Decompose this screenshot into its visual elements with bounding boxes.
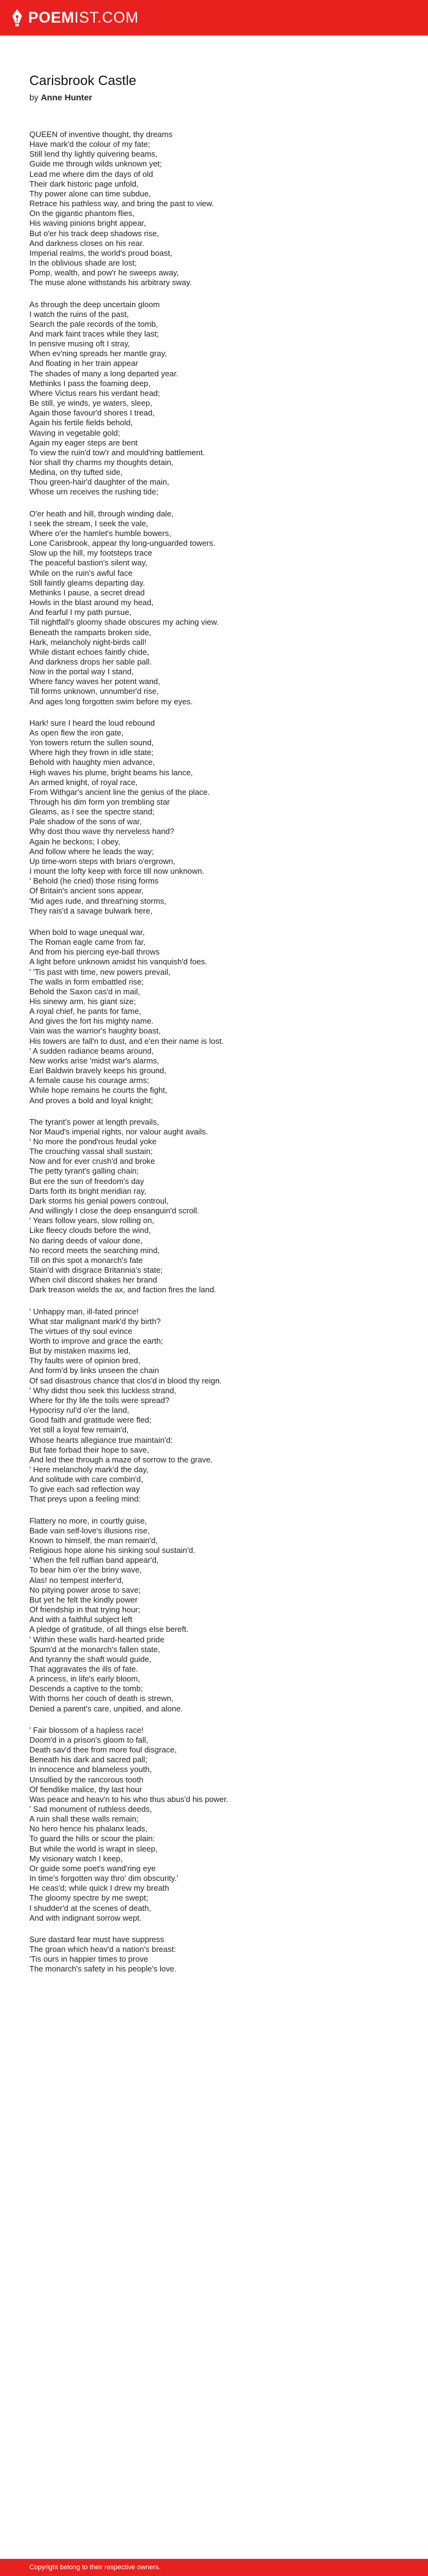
poem-line: To view the ruin'd tow'r and mould'ring battlement.: [29, 447, 205, 457]
poem-line: The walls in form embattled rise;: [29, 977, 144, 986]
poem-line: Till on this spot a monarch's fate: [29, 1255, 143, 1265]
poem-line: ' 'Tis past with time, new powers prevail,: [29, 967, 171, 977]
poem-line: High waves his plume, bright beams his lance,: [29, 767, 193, 777]
poem-line: The muse alone withstands his arbitrary sway.: [29, 278, 192, 288]
poem-line: Known to himself, the man remain'd,: [29, 1535, 158, 1545]
poem-line: The tyrant's power at length prevails,: [29, 1117, 160, 1126]
poem-line: The virtues of thy soul evince: [29, 1326, 133, 1336]
poem-stanza: [29, 718, 408, 916]
poem-line: Where for thy life the toils were spread?: [29, 1395, 170, 1405]
author-name[interactable]: Anne Hunter: [40, 92, 92, 102]
poem-line: Beneath his dark and sacred pall;: [29, 1755, 147, 1765]
poem-line: ' A sudden radiance beams around,: [29, 1046, 154, 1055]
poem-line: Flattery no more, in courtly guise,: [29, 1516, 147, 1525]
poem-line: 'Tis ours in happier times to prove: [29, 1954, 149, 1964]
poem-title: Carisbrook Castle: [29, 73, 136, 88]
poem-line: O'er heath and hill, through winding dale,: [29, 508, 174, 518]
poem-line: I mount the lofty keep with force till now unknown.: [29, 866, 205, 876]
poem-line: In time's forgotten way thro' dim obscurity.': [29, 1874, 179, 1883]
poem-line: And with a faithful subject left: [29, 1615, 133, 1625]
poem-line: Whose urn receives the rushing tide;: [29, 487, 158, 497]
poem-line: When civil discord shakes her brand: [29, 1275, 157, 1285]
poem-line: But ere the sun of freedom's day: [29, 1176, 144, 1186]
poem-line: Religious hope alone his sinking soul sustain'd.: [29, 1546, 196, 1555]
poem-line: In innocence and blameless youth,: [29, 1765, 152, 1774]
poem-line: Spurn'd at the monarch's fallen state,: [29, 1644, 160, 1654]
poem-line: Like fleecy clouds before the wind,: [29, 1226, 151, 1235]
poem-line: Alas! no tempest interfer'd,: [29, 1575, 124, 1585]
poem-line: While distant echoes faintly chide,: [29, 647, 149, 657]
poem-line: And mark faint traces while they last;: [29, 329, 159, 338]
poem-line: The gloomy spectre by me swept;: [29, 1893, 149, 1903]
poem-line: Of fiendlike malice, thy last hour: [29, 1784, 142, 1794]
poem-line: And form'd by links unseen the chain: [29, 1366, 160, 1375]
poem-line: Lone Carisbrook, appear thy long-unguarded towers.: [29, 538, 216, 548]
poem-line: Yet still a loyal few remain'd,: [29, 1425, 129, 1435]
poem-line: With thorns her couch of death is strewn,: [29, 1694, 174, 1703]
poem-line: Still faintly gleams departing day.: [29, 578, 146, 587]
poem-line: Denied a parent's care, unpitied, and alone.: [29, 1703, 183, 1713]
logo-text-bold: POEM: [28, 9, 75, 26]
poem-line: No hero hence his phalanx leads,: [29, 1824, 147, 1834]
poem-line: 'Mid ages rude, and threat'ning storms,: [29, 896, 166, 906]
poem-line: Howls in the blast around my head,: [29, 598, 154, 608]
poem-line: Nor Maud's imperial rights, nor valour aught avails.: [29, 1126, 208, 1136]
poem-line: Slow up the hill, my footsteps trace: [29, 548, 152, 558]
poem-line: His sinewy arm, his giant size;: [29, 996, 136, 1006]
poem-line: They rais'd a savage bulwark here,: [29, 906, 153, 915]
poem-body: [29, 130, 408, 1975]
poem-line: And solitude with care combin'd,: [29, 1475, 144, 1484]
poem-content: [29, 72, 408, 1986]
poem-line: Vain was the warrior's haughty boast,: [29, 1026, 161, 1036]
poem-line: Now in the portal way I stand,: [29, 667, 134, 677]
poem-line: And ages long forgotten swim before my eyes.: [29, 696, 193, 706]
poem-line: Waving in vegetable gold;: [29, 428, 120, 437]
poem-line: Dark treason wields the ax, and faction fires the land.: [29, 1285, 216, 1295]
poem-line: Was peace and heav'n to his who thus abus'd his power.: [29, 1794, 229, 1804]
poem-line: Darts forth its bright meridian ray,: [29, 1186, 147, 1196]
poem-stanza: [29, 1117, 408, 1295]
poem-line: ' When the fell ruffian band appear'd,: [29, 1555, 159, 1565]
poem-line: The peaceful bastion's silent way,: [29, 558, 148, 568]
poem-line: And gives the fort his mighty name.: [29, 1016, 154, 1026]
poem-line: That preys upon a feeling mind:: [29, 1494, 141, 1504]
poem-line: The petty tyrant's galling chain;: [29, 1166, 139, 1176]
poem-line: Again his fertile fields behold,: [29, 418, 133, 428]
poem-line: And floating in her train appear: [29, 359, 138, 368]
poem-line: Medina, on thy tufted side,: [29, 467, 123, 477]
poem-line: And darkness drops her sable pall.: [29, 657, 152, 666]
poem-line: I shudder'd at the scenes of death,: [29, 1903, 152, 1913]
poem-line: Still lend thy lightly quivering beams,: [29, 149, 158, 159]
poem-line: Bade vain self-love's illusions rise,: [29, 1525, 150, 1535]
poem-line: That aggravates the ills of fate.: [29, 1664, 138, 1673]
poem-line: Doom'd in a prison's gloom to fall,: [29, 1735, 149, 1744]
poem-line: And led thee through a maze of sorrow to the grave.: [29, 1454, 213, 1464]
footer-copyright: Copyright belong to their respective owners.: [29, 2564, 161, 2571]
poem-line: No pitying power arose to save;: [29, 1585, 141, 1595]
poem-stanza: [29, 300, 408, 497]
poem-line: Pale shadow of the sons of war,: [29, 817, 142, 827]
poem-line: And fearful I my path pursue,: [29, 608, 131, 617]
poem-line: Nor shall thy charms my thoughts detain,: [29, 458, 174, 467]
poem-line: I seek the stream, I seek the vale,: [29, 518, 149, 528]
poem-line: And from his piercing eye-ball throws: [29, 947, 160, 957]
poem-line: And willingly I close the deep ensanguin'd scroll.: [29, 1206, 199, 1216]
poem-line: Of Britain's ancient sons appear,: [29, 886, 144, 896]
poem-line: But yet he felt the kindly power: [29, 1595, 138, 1604]
poem-line: A princess, in life's early bloom,: [29, 1674, 140, 1684]
poem-line: Hark, melancholy night-birds call!: [29, 637, 147, 647]
poem-line: A pledge of gratitude, of all things else bereft.: [29, 1625, 189, 1634]
poem-line: His towers are fall'n to dust, and e'en their name is lost.: [29, 1036, 224, 1046]
poem-line: Earl Baldwin bravely keeps his ground,: [29, 1066, 167, 1076]
poem-stanza: [29, 1307, 408, 1505]
poem-line: The crouching vassal shall sustain;: [29, 1147, 153, 1156]
poem-line: Behold with haughty mien advance,: [29, 758, 155, 767]
poem-line: Worth to improve and grace the earth;: [29, 1336, 163, 1346]
poem-line: Sure dastard fear must have suppress: [29, 1934, 164, 1944]
poem-line: In pensive musing oft I stray,: [29, 339, 130, 349]
poem-line: A royal chief, he pants for fame,: [29, 1007, 141, 1016]
poem-line: Where Victus rears his verdant head;: [29, 388, 160, 398]
poem-line: Death sav'd thee from more foul disgrace,: [29, 1745, 177, 1755]
poem-line: Why dost thou wave thy nerveless hand?: [29, 827, 175, 836]
poem-line: Where high they frown in idle state;: [29, 748, 154, 758]
poem-line: The Roman eagle came from far,: [29, 937, 146, 947]
site-header: [0, 0, 428, 35]
poem-stanza: [29, 509, 408, 707]
poem-line: Descends a captive to the tomb;: [29, 1684, 143, 1694]
poem-line: Of sad disastrous chance that clos'd in blood thy reign.: [29, 1375, 222, 1385]
poem-line: A light before unknown amidst his vanquish'd foes.: [29, 957, 207, 967]
poem-line: Good faith and gratitude were fled;: [29, 1415, 152, 1425]
poem-line: Up time-worn steps with briars o'ergrown,: [29, 856, 175, 866]
poem-stanza: [29, 1725, 408, 1923]
poem-line: To guard the hills or scour the plain:: [29, 1834, 155, 1844]
poem-line: But while the world is wrapt in sleep,: [29, 1844, 158, 1853]
poem-line: ' Within these walls hard-hearted pride: [29, 1634, 164, 1644]
poem-line: Methinks I pause, a secret dread: [29, 587, 145, 597]
poem-line: Beneath the ramparts broken side,: [29, 627, 152, 637]
poem-line: Hypocrisy rul'd o'er the land,: [29, 1405, 130, 1415]
poem-line: When bold to wage unequal war,: [29, 927, 145, 937]
poem-line: Imperial realms, the world's proud boast,: [29, 248, 172, 258]
poem-line: What star malignant mark'd thy birth?: [29, 1316, 161, 1326]
poem-stanza: [29, 928, 408, 1106]
poem-line: Yon towers return the sullen sound,: [29, 738, 154, 748]
poem-line: While hope remains he courts the fight,: [29, 1085, 168, 1095]
poem-line: Lead me where dim the days of old: [29, 169, 153, 179]
poem-line: Pomp, wealth, and pow'r he sweeps away,: [29, 268, 179, 278]
poem-line: And with indignant sorrow wept.: [29, 1913, 142, 1923]
poem-line: Behold the Saxon cas'd in mail,: [29, 986, 140, 996]
poem-line: Stain'd with disgrace Britannia's state;: [29, 1265, 163, 1275]
poem-line: Unsullied by the rancorous tooth: [29, 1774, 144, 1784]
poem-line: Be still, ye winds, ye waters, sleep,: [29, 398, 152, 408]
poem-line: Retrace his pathless way, and bring the past to view.: [29, 199, 214, 209]
poem-line: Through his dim form yon trembling star: [29, 797, 170, 806]
poem-line: From Withgar's ancient line the genius of the place.: [29, 787, 210, 797]
site-footer: [0, 2559, 428, 2576]
logo-wordmark: [28, 9, 139, 27]
poem-line: I watch the ruins of the past,: [29, 309, 129, 319]
poem-line: The monarch's safety in his people's love.: [29, 1964, 177, 1974]
poem-line: To give each sad reflection way: [29, 1484, 140, 1494]
poem-line: But fate forbad their hope to save,: [29, 1445, 149, 1454]
poem-line: ' Why didst thou seek this luckless strand,: [29, 1385, 177, 1395]
poem-line: ' Years follow years, slow rolling on,: [29, 1216, 155, 1226]
poem-line: Again my eager steps are bent: [29, 437, 138, 447]
poem-line: An armed knight, of royal race,: [29, 777, 138, 787]
poem-line: And tyranny the shaft would guide,: [29, 1654, 152, 1664]
poem-line: ' Unhappy man, ill-fated prince!: [29, 1306, 139, 1316]
logo-text-light: IST.COM: [74, 9, 139, 26]
poem-line: A female cause his courage arms;: [29, 1076, 149, 1085]
poem-line: ' Here melancholy mark'd the day,: [29, 1465, 149, 1474]
poem-line: Thy faults were of opinion bred,: [29, 1356, 141, 1366]
poem-line: Till nightfall's gloomy shade obscures my aching view.: [29, 617, 219, 627]
poem-line: As open flew the iron gate,: [29, 728, 124, 737]
poem-line: ' Sad monument of ruthless deeds,: [29, 1804, 152, 1814]
poem-line: He ceas'd; while quick I drew my breath: [29, 1883, 169, 1893]
poem-line: QUEEN of inventive thought, thy dreams: [29, 130, 173, 139]
poem-line: The groan which heav'd a nation's breast:: [29, 1945, 176, 1954]
poem-line: My visionary watch I keep,: [29, 1853, 123, 1863]
poem-line: Guide me through wilds unknown yet;: [29, 159, 162, 169]
poem-line: No daring deeds of valour done,: [29, 1235, 143, 1245]
poem-line: His waving pinions bright appear,: [29, 218, 146, 228]
poem-line: Of friendship in that trying hour;: [29, 1605, 141, 1615]
poem-line: Whose hearts allegiance true maintain'd:: [29, 1435, 173, 1445]
poem-line: And follow where he leads the way;: [29, 846, 154, 856]
poem-line: Search the pale records of the tomb,: [29, 319, 158, 329]
poem-line: As through the deep uncertain gloom: [29, 299, 160, 309]
poem-line: Their dark historic page unfold,: [29, 179, 139, 188]
pen-nib-icon: [11, 9, 23, 27]
poem-line: ' No more the pond'rous feudal yoke: [29, 1137, 157, 1146]
poem-line: But by mistaken maxims led,: [29, 1346, 131, 1356]
poem-line: Gleams, as I see the spectre stand;: [29, 807, 155, 817]
poem-byline: [29, 92, 408, 103]
poem-line: The shades of many a long departed year.: [29, 368, 179, 378]
poem-line: Or guide some poet's wand'ring eye: [29, 1863, 156, 1873]
poem-line: ' Behold (he cried) those rising forms: [29, 876, 159, 886]
poem-line: Have mark'd the colour of my fate;: [29, 140, 150, 149]
poem-line: Thou green-hair'd daughter of the main,: [29, 477, 169, 487]
poem-stanza: [29, 1516, 408, 1714]
site-logo[interactable]: [11, 9, 139, 27]
byline-prefix: by: [29, 92, 39, 102]
poem-line: Till forms unknown, unnumber'd rise,: [29, 687, 159, 696]
poem-line: Now and for ever crush'd and broke: [29, 1156, 155, 1166]
poem-line: While on the ruin's awful face: [29, 568, 133, 578]
poem-line: Methinks I pass the foaming deep,: [29, 378, 151, 388]
poem-line: Hark! sure I heard the loud rebound: [29, 718, 155, 728]
poem-line: When ev'ning spreads her mantle gray,: [29, 349, 167, 359]
poem-line: ' Fair blossom of a hapless race!: [29, 1725, 144, 1735]
poem-line: To bear him o'er the briny wave,: [29, 1565, 142, 1575]
poem-line: In the oblivious shade are lost;: [29, 258, 137, 268]
poem-line: Thy power alone can time subdue,: [29, 188, 151, 198]
poem-line: No record meets the searching mind,: [29, 1245, 160, 1255]
poem-line: Again he beckons; I obey,: [29, 836, 120, 846]
poem-line: A ruin shall these walls remain;: [29, 1814, 139, 1824]
poem-stanza: [29, 130, 408, 288]
poem-line: And proves a bold and loyal knight;: [29, 1095, 153, 1105]
poem-line: But o'er his track deep shadows rise,: [29, 228, 160, 238]
poem-line: Where o'er the hamlet's humble bowers,: [29, 528, 171, 538]
poem-stanza: [29, 1935, 408, 1975]
poem-line: On the gigantic phantom flies,: [29, 209, 135, 218]
poem-line: New works arise 'midst war's alarms,: [29, 1055, 160, 1065]
poem-line: Again those favour'd shores I tread,: [29, 408, 155, 418]
poem-line: Where fancy waves her potent wand,: [29, 677, 160, 687]
poem-line: Dark storms his genial powers controul,: [29, 1196, 169, 1205]
poem-line: And darkness closes on his rear.: [29, 238, 144, 248]
